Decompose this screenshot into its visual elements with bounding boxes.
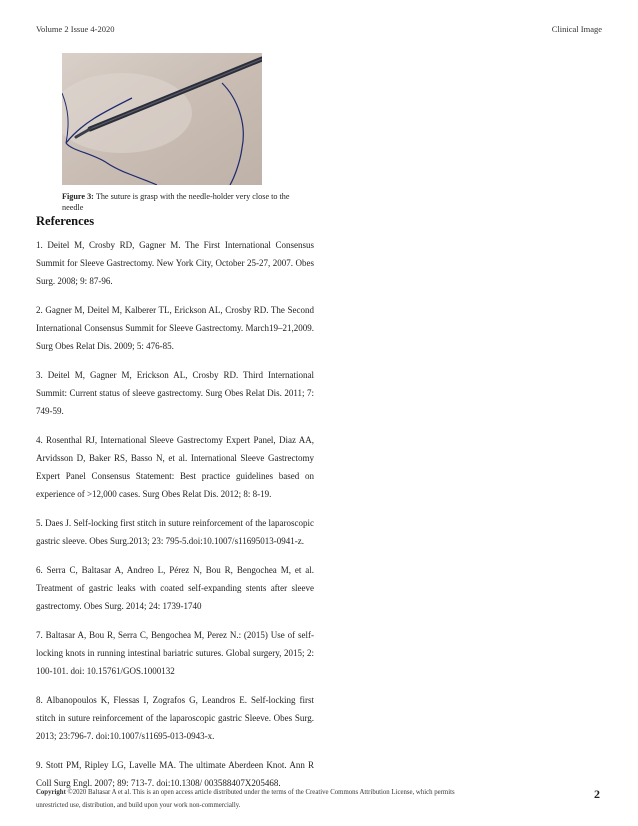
figure-image [62,53,262,185]
reference-item: 3. Deitel M, Gagner M, Erickson AL, Crosby RD. Third International Summit: Current status of sleeve gastrectomy. Surg Obes Relat Dis. 2011; 7: 749-59. [36,370,314,416]
reference-item: 5. Daes J. Self-locking first stitch in suture reinforcement of the laparoscopic gastric sleeve. Obes Surg.2013; 23: 795-5.doi:10.1007/s11695013-0941-z. [36,518,314,546]
copyright-label: Copyright [36,789,66,796]
reference-item: 7. Baltasar A, Bou R, Serra C, Bengochea M, Perez N.: (2015) Use of self-locking knots in running intestinal bariatric sutures. Global surgery, 2015; 2: 100-101. doi: 10.15761/GOS.1000132 [36,630,314,676]
journal-volume: Volume 2 Issue 4-2020 [36,24,115,34]
reference-item: 1. Deitel M, Crosby RD, Gagner M. The First International Consensus Summit for Sleeve Gastrectomy. New York City, October 25-27, 2007. Obes Surg. 2008; 9: 87-96. [36,240,314,286]
reference-item: 8. Albanopoulos K, Flessas I, Zografos G, Leandros E. Self-locking first stitch in suture reinforcement of the laparoscopic gastric Sleeve. Obes Surg. 2013; 23:796-7. doi:10.1007/s11695-013-0943-x. [36,695,314,741]
copyright-text: ©2020 Baltasar A et al. This is an open access article distributed under the terms of the Creative Commons Attribution License, which permits unrestricted use, distribution, and build upon your work non-commercially. [36,789,455,809]
figure-caption [62,191,312,213]
reference-item: 2. Gagner M, Deitel M, Kalberer TL, Erickson AL, Crosby RD. The Second International Consensus Summit for Sleeve Gastrectomy. March19–21,2009. Surg Obes Relat Dis. 2009; 5: 476-85. [36,305,314,351]
figure-label: Figure 3: [62,192,94,201]
needle-holder-photo [62,53,262,185]
reference-item: 4. Rosenthal RJ, International Sleeve Gastrectomy Expert Panel, Diaz AA, Arvidsson D, Baker RS, Basso N, et al. International Sleeve Gastrectomy Expert Panel Consensus Statement: Best practice guidelines based on experience of >12,000 cases. Surg Obes Relat Dis. 2012; 8: 8-19. [36,435,314,499]
reference-item: 6. Serra C, Baltasar A, Andreo L, Pérez N, Bou R, Bengochea M, et al. Treatment of gastric leaks with coated self-expanding stents after sleeve gastrectomy. Obes Surg. 2014; 24: 1739-1740 [36,565,314,611]
figure-caption-text: The suture is grasp with the needle-holder very close to the needle [62,192,290,212]
page-number: 2 [594,787,600,801]
references-heading: References [36,214,95,228]
running-header [36,24,602,36]
article-type: Clinical Image [551,24,602,34]
reference-item: 9. Stott PM, Ripley LG, Lavelle MA. The ultimate Aberdeen Knot. Ann R Coll Surg Engl. 2007; 89: 713-7. doi:10.1308/ 003588407X205468. [36,760,314,788]
copyright-notice [36,786,486,812]
references-list [36,236,314,803]
